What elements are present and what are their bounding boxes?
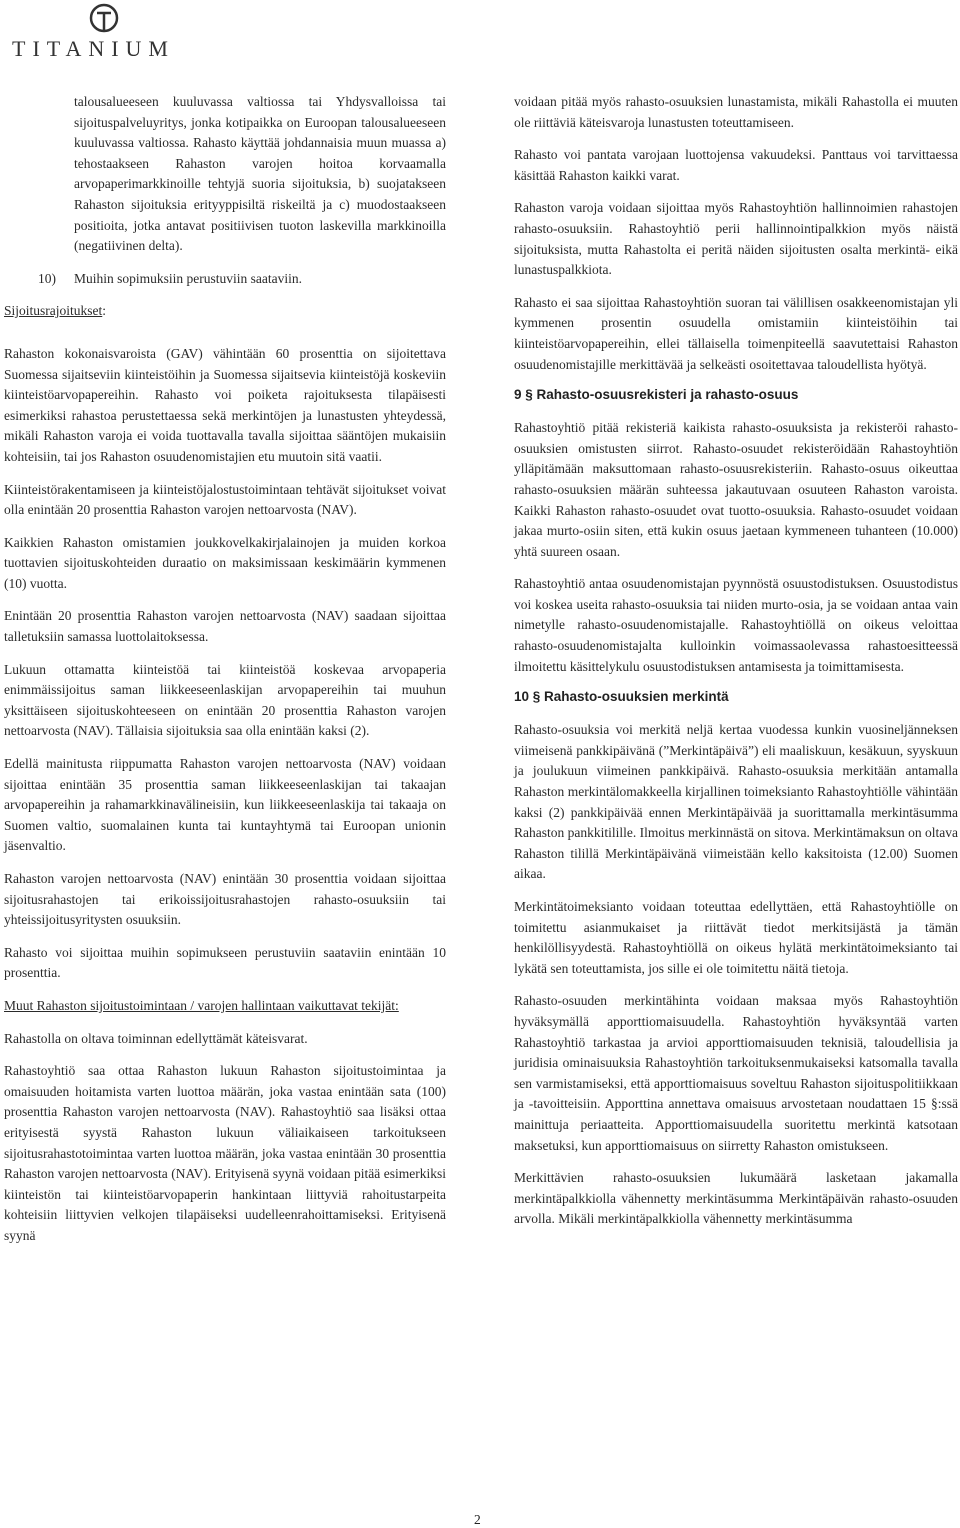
titanium-logo [12, 2, 198, 60]
paragraph: Rahaston varoja voidaan sijoittaa myös Rahastoyhtiön hallinnoimien rahastojen rahasto-osuuksiin. Rahastoyhtiö perii hallinnointipalkkion myös näistä sijoituksista, mutta Rahastolta ei peritä näiden sijoitusten osalta merkintä- eikä lunastuspalkkiota. [514, 200, 958, 278]
paragraph: Edellä mainitusta riippumatta Rahaston varojen nettoarvosta (NAV) voidaan sijoittaa enintään 35 prosenttia saman liikkeeseenlaskijan tai takaajan arvopapereihin ja rahamarkkinavälineisiin, kun liikkeeseenlaskija tai takaaja on Suomen valtio, suomalainen kunta tai kuntayhtymä tai Euroopan unionin jäsenvaltio. [4, 756, 446, 854]
section-heading-colon: : [102, 303, 107, 319]
paragraph: Rahasto voi pantata varojaan luottojensa vakuudeksi. Panttaus voi tarvittaessa käsittää Rahaston kaikki varat. [514, 147, 958, 183]
paragraph: Rahastoyhtiö antaa osuudenomistajan pyynnöstä osuustodistuksen. Osuustodistus voi koskea useita rahasto-osuuksia tai niiden murto-osia, ja se voidaan antaa vain nimetylle rahasto-osuudenomistajalle. Rahastoyhtiöllä on oikeus veloittaa rahasto-osuudenomistajalta kulloinkin voimassaolevassa rahastoesitteessä ilmoitettu käsittelykulu osuustodistuksen antamisesta ja toimittamisesta. [514, 576, 958, 674]
paragraph: Lukuun ottamatta kiinteistöä tai kiinteistöä koskevaa arvopaperia enimmäissijoitus saman liikkeeseenlaskijan arvopapereihin tai muuhun yksittäiseen sijoituskohteeseen on enintään 20 prosenttia Rahaston varojen nettoarvosta (NAV). Tällaisia sijoituksia saa olla enintään kaksi (2). [4, 661, 446, 739]
section-heading-10: 10 § Rahasto-osuuksien merkintä [514, 689, 729, 705]
paragraph: Rahasto-osuuden merkintähinta voidaan maksaa myös Rahastoyhtiön hyväksymällä apporttiomaisuudella. Rahastoyhtiön hyväksyntää varten Rahastoyhtiö tarkastaa ja arvioi apporttiomaisuuden teknisiä, taloudellisia ja juridisia ominaisuuksia Rahastoyhtiön tarkoituksenmukaiseksi katsomalla tavalla sen varmistamiseksi, että apporttiomaisuus soveltuu Rahaston sijoituspolitiikkaan ja -tavoitteisiin. Apporttina annettava omaisuus arvostetaan noudattaen 15 §:ssä mainittuja periaatteita. Apporttiomaisuudella suoritettu merkintä katsotaan maksetuksi, kun apporttiomaisuus on siirretty Rahaston omistukseen. [514, 993, 958, 1153]
list-item-text: Muihin sopimuksiin perustuviin saataviin. [74, 270, 302, 286]
list-item-10 [4, 269, 446, 290]
paragraph: voidaan pitää myös rahasto-osuuksien lunastamista, mikäli Rahastolla ei muuten ole riittäviä käteisvaroja lunastusten toteuttamiseen. [514, 94, 958, 130]
paragraph: Rahastoyhtiö pitää rekisteriä kaikista rahasto-osuuksista ja rekisteröi rahasto-osuuksien omistusten siirrot. Rahasto-osuudet rekisteröidään Rahastoyhtiön ylläpitämään maksuttomaan rahasto-osuusrekisteriin. Rahasto-osuus oikeuttaa rahasto-osuuksien määrän suhteessa jakautuvaan osuuteen Rahaston varoista. Kaikki Rahaston rahasto-osuudet ovat tuotto-osuuksia. Rahasto-osuudet voidaan jakaa murto-osiin siten, että kukin osuus jaetaan kymmeneen tuhanteen (10.000) yhtä suureen osaan. [514, 420, 958, 559]
paragraph: Rahaston kokonaisvaroista (GAV) vähintään 60 prosenttia on sijoitettava Suomessa sijaitseviin kiinteistöihin ja Suomessa sijaitsevia kiinteistöjä koskeviin kiinteistöarvopapereihin. Rahasto voi poiketa rajoituksesta tilapäisesti esimerkiksi rahastoa perustettaessa sekä merkintöjen ja lunastusten yhteydessä, mikäli Rahaston varoja ei voida tuottavalla tavalla sijoittaa sääntöjen mukaisiin kohteisiin, tai jos Rahaston osuudenomistajien etu muutoin sitä vaatii. [4, 345, 446, 464]
section-heading-text: Sijoitusrajoitukset [4, 303, 103, 319]
paragraph: Kaikkien Rahaston omistamien joukkovelkakirjalainojen ja muiden korkoa tuottavien sijoituskohteiden duraatio on maksimissaan keskimäärin kymmenen (10) vuotta. [4, 534, 446, 591]
paragraph: Rahasto ei saa sijoittaa Rahastoyhtiön suoran tai välillisen osakkeenomistajan yli kymmenen prosentin osuudella omistamiin kiinteistöihin tai kiinteistöarvopapereihin, ellei tällaisella toimenpiteellä saavutettaisi Rahaston osuudenomistajille merkittävää ja selkeästi osoitettavaa taloudellista hyötyä. [514, 294, 958, 372]
paragraph: Kiinteistörakentamiseen ja kiinteistöjalostustoimintaan tehtävät sijoitukset voivat olla enintään 20 prosenttia Rahaston varojen nettoarvosta (NAV). [4, 481, 446, 518]
left-column [4, 92, 446, 1259]
paragraph: Rahastolla on oltava toiminnan edellyttämät käteisvarat. [4, 1030, 308, 1046]
list-continuation: talousalueeseen kuuluvassa valtiossa tai Yhdysvalloissa tai sijoituspalveluyritys, jonka kotipaikka on Euroopan talousalueeseen kuuluvassa valtiossa. Rahasto käyttää johdannaisia muun muassa a) tehostaakseen Rahaston varojen hoitoa korvaamalla arvopaperimarkkinoille tehtyjä suoria sijoituksia, b) suojatakseen Rahaston sijoituksia erityyppisiltä riskeiltä ja c) muodostaakseen positioita, jotka antavat positiivisen tuoton laskevilla markkinoilla (negatiivinen delta). [74, 94, 446, 254]
paragraph: Rahaston varojen nettoarvosta (NAV) enintään 30 prosenttia voidaan sijoittaa sijoitusrahastojen tai erikoissijoitusrahastojen rahasto-osuuksiin tai yhteissijoitusyritysten osuuksiin. [4, 871, 446, 928]
paragraph: Merkintätoimeksianto voidaan toteuttaa edellyttäen, että Rahastoyhtiölle on toimitettu asianmukaiset ja riittävät tiedot merkitsijästä ja tämän henkilöllisyydestä. Rahastoyhtiöllä on oikeus hylätä merkintätoimeksianto tai lykätä sen toteuttamista, jos sille ei ole toimitettu näitä tietoja. [514, 899, 958, 976]
section-heading [4, 301, 446, 322]
logo-mark-icon [88, 2, 120, 34]
section-heading-9: 9 § Rahasto-osuusrekisteri ja rahasto-osuus [514, 387, 799, 403]
paragraph: Rahastoyhtiö saa ottaa Rahaston lukuun Rahaston sijoitustoimintaa ja omaisuuden hoitamista varten luottoa määrän, joka vastaa enintään sata (100) prosenttia Rahaston varojen nettoarvosta (NAV). Rahastoyhtiö saa lisäksi ottaa erityisestä syystä Rahaston lukuun väliaikaiseen tarkoitukseen sijoitusrahastotoimintaa varten luottoa määrän, joka vastaa enintään 30 prosenttia Rahaston varojen nettoarvosta (NAV). Erityisenä syynä voidaan pitää esimerkiksi kiinteistön tai kiinteistöarvopaperin hankintaan liittyviä rahoitustarpeita kohteisiin liittyvien velkojen tilapäiseksi uudelleenrahoittamiseksi. Erityisenä syynä [4, 1063, 446, 1243]
paragraph: Rahasto-osuuksia voi merkitä neljä kertaa vuodessa kunkin vuosineljänneksen viimeisenä pankkipäivänä (”Merkintäpäivä”) eli maaliskuun, kesäkuun, syyskuun ja joulukuun viimeinen pankkipäivä. Rahasto-osuuksia merkitään antamalla Rahaston merkintälomakkeella kirjallinen toimeksianto Rahastoyhtiölle vähintään kaksi (2) pankkipäivää ennen Merkintäpäivää ja suorittamalla merkintäsumma Rahaston pankkitilille. Ilmoitus merkinnästä on sitova. Merkintämaksun on oltava Rahaston tilillä Merkintäpäivänä viimeistään kello kaksitoista (12.00) Suomen aikaa. [514, 722, 958, 882]
paragraph: Enintään 20 prosenttia Rahaston varojen nettoarvosta (NAV) saadaan sijoittaa talletuksiin samassa luottolaitoksessa. [4, 608, 446, 645]
paragraph: Merkittävien rahasto-osuuksien lukumäärä lasketaan jakamalla merkintäpalkkiolla vähennetty merkintäsumma Merkintäpäivän rahasto-osuuden arvolla. Mikäli merkintäpalkkiolla vähennetty merkintäsumma [514, 1170, 958, 1227]
paragraph: Rahasto voi sijoittaa muihin sopimukseen perustuviin saataviin enintään 10 prosenttia. [4, 944, 446, 981]
right-column [514, 92, 958, 1242]
subheading: Muut Rahaston sijoitustoimintaan / varojen hallintaan vaikuttavat tekijät: [4, 997, 399, 1013]
list-item-number: 10) [38, 270, 56, 286]
logo-wordmark: TITANIUM [12, 36, 175, 61]
page-number: 2 [474, 1512, 481, 1527]
